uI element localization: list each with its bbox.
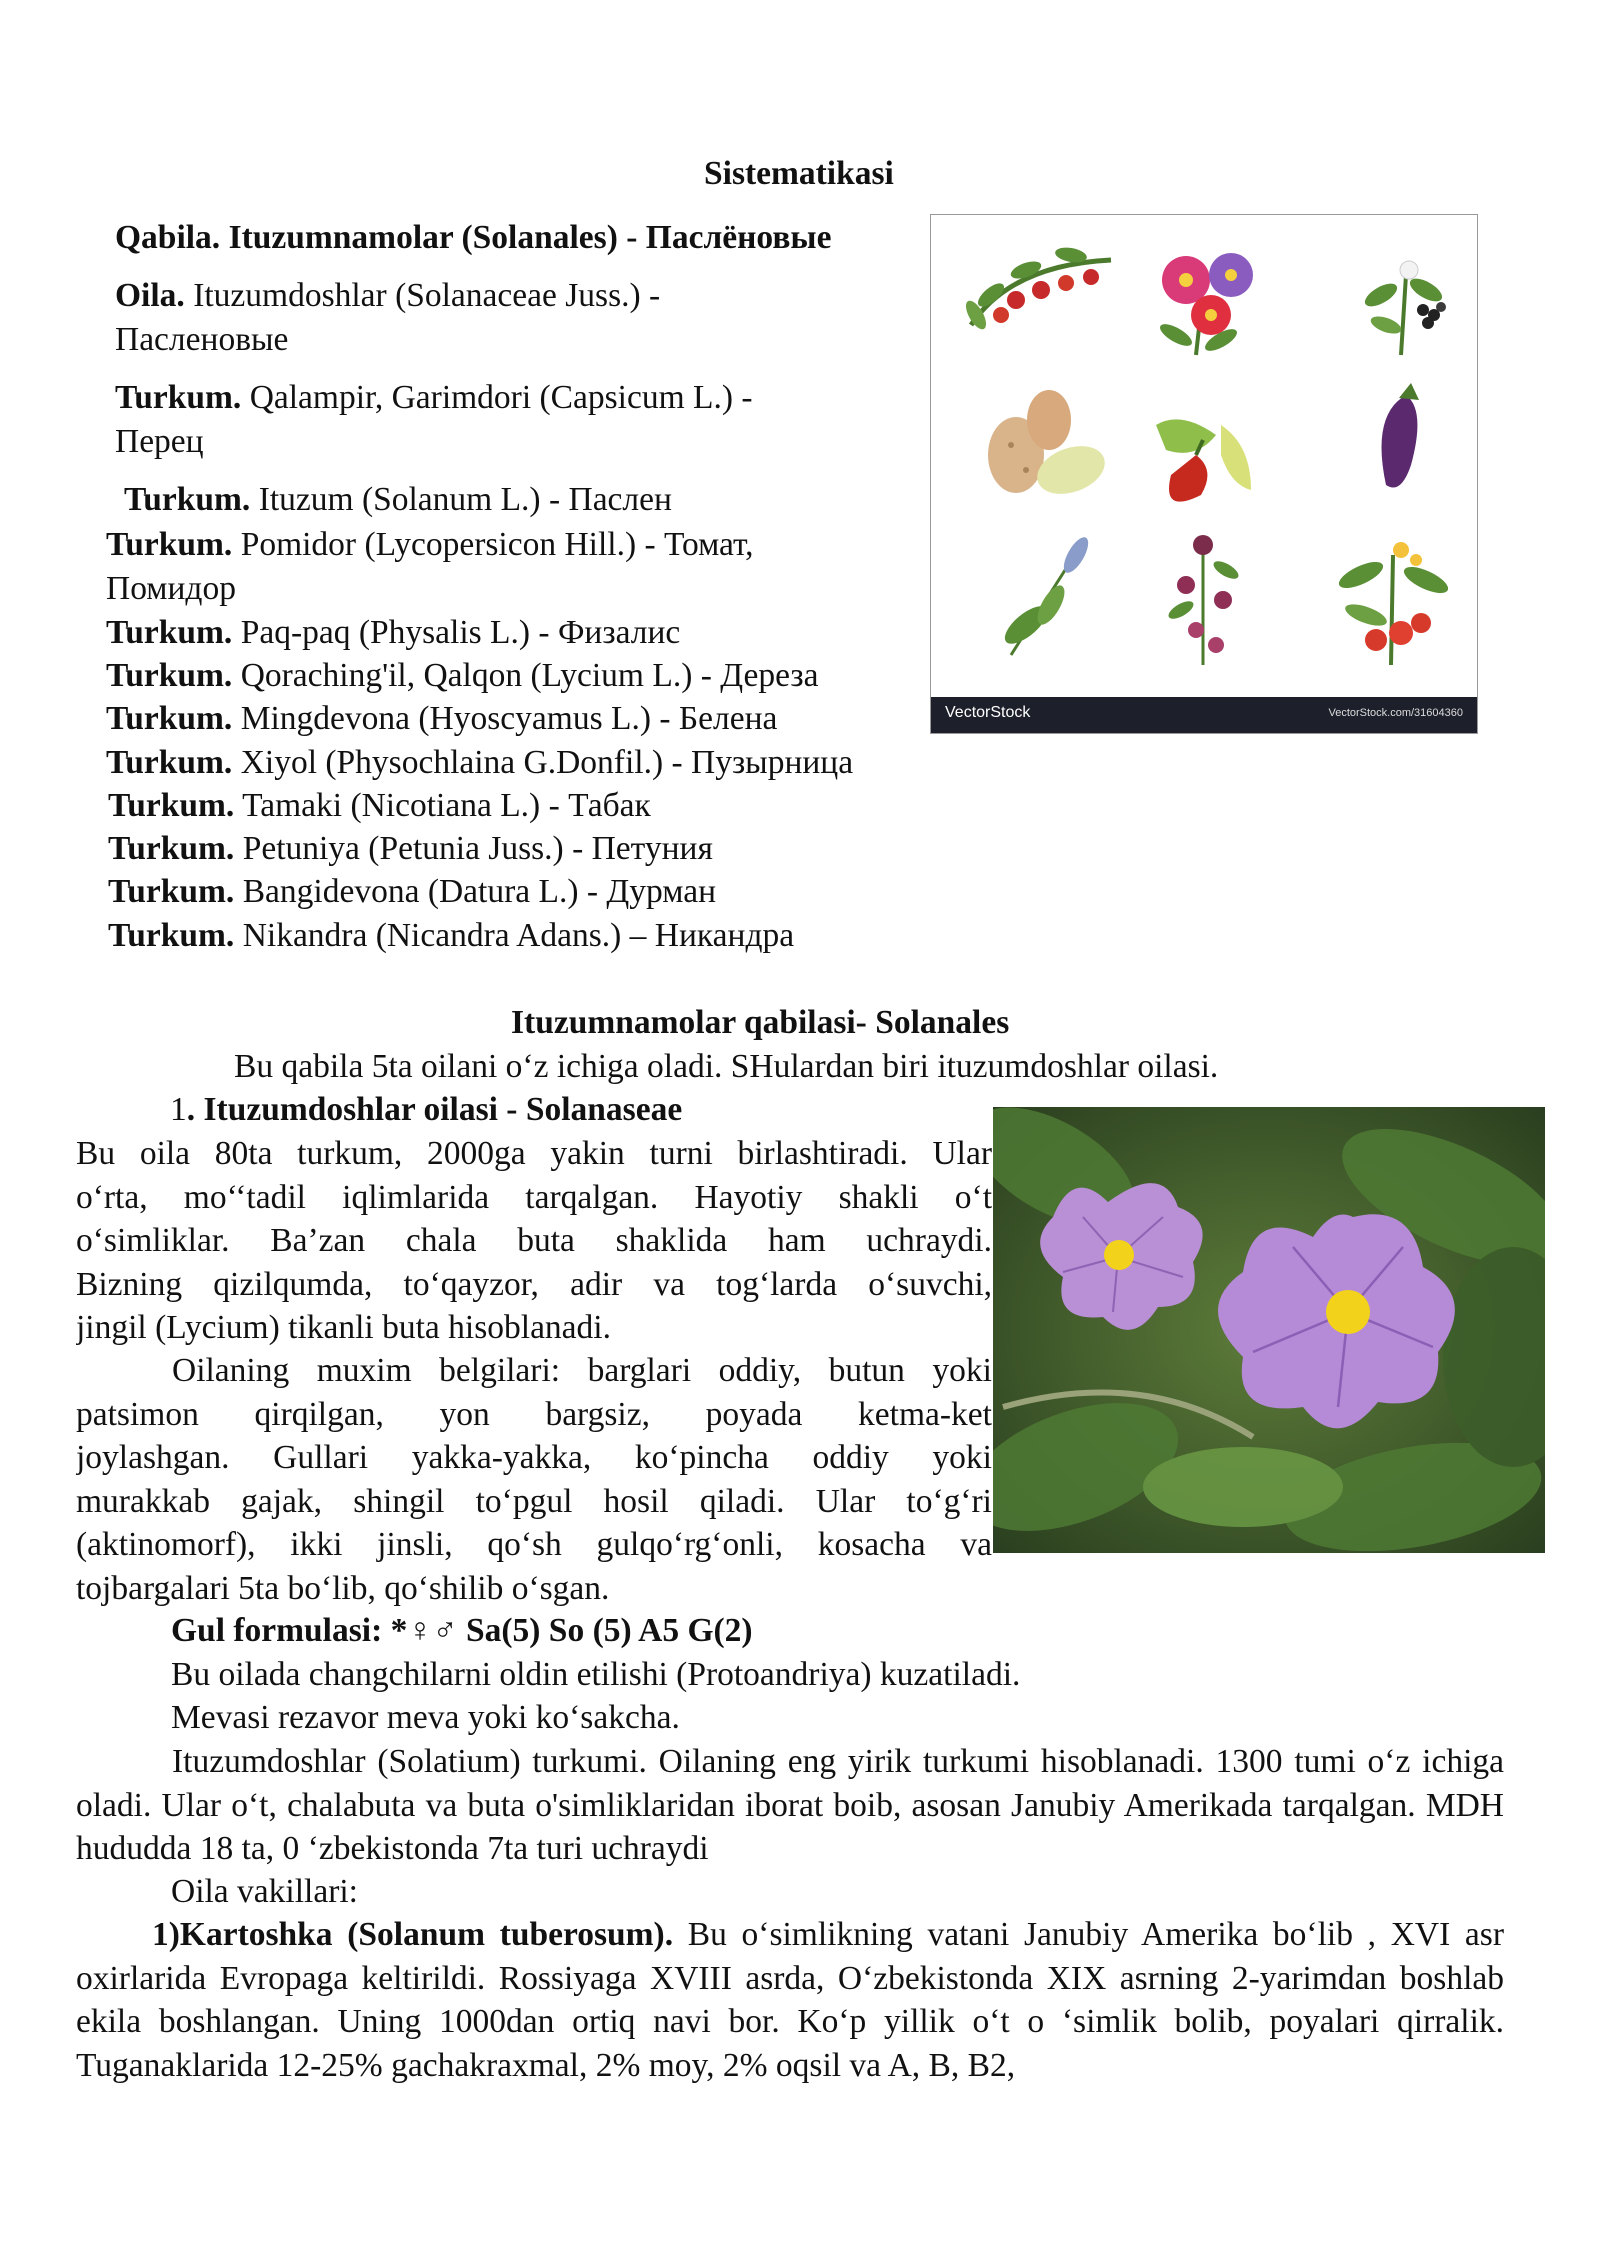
genus-text: Ituzumdoshlar (Solatium) turkumi. Oilaning eng yirik turkumi hisoblanadi. 1300 tumi o‘z ichiga oladi. Ular o‘t, chalabuta va buta o'simliklaridan iborat boib, asosan Janubiy Amerikada tarqalgan. MDH hududda 18 ta, 0 ‘zbekistonda 7ta turi uchraydi [76, 1743, 1504, 1867]
turkum-label: Turkum. [124, 481, 251, 518]
petunia-flowers-icon [1157, 253, 1253, 355]
paragraph-line: Oilaning muxim belgilari: barglari oddiy, butun yoki [172, 1352, 992, 1389]
genus-paragraph [76, 1740, 1504, 1871]
watermark-bar [931, 697, 1477, 733]
paragraph-line: patsimon qirqilgan, yon bargsiz, poyada ketma-ket [76, 1395, 992, 1433]
turkum-label: Turkum. [115, 379, 242, 416]
turkum-text: Tamaki (Nicotiana L.) - Табак [242, 787, 651, 824]
protoandry-line: Bu oilada changchilarni oldin etilishi (Protoandriya) kuzatiladi. [171, 1656, 1021, 1693]
tobacco-leaf-icon [999, 534, 1093, 655]
paragraph-line: Bizning qizilqumda, to‘qayzor, adir va tog‘larda o‘suvchi, [76, 1265, 992, 1303]
potato-text: Bu o‘simlikning vatani Janubiy Amerika bo‘lib , XVI asr oxirlarida Evropaga keltirildi. Rossiyaga XVIII asrda, O‘zbekistonda XIX asrning 2-yarimdan boshlab ekila boshlangan. Uning 1000dan ortiq navi bor. Ko‘p yillik o‘t o ‘simlik bolib, poyalari qirralik. Tuganaklarida 12-25% gachakraxmal, 2% moy, 2% oqsil va A, B, B2, [76, 1916, 1504, 2084]
turkum-physochlaina [106, 741, 853, 785]
solanaceae-illustration [930, 214, 1478, 734]
section-title: Ituzumnamolar qabilasi- Solanales [511, 1004, 1010, 1041]
paragraph-line: tojbargalari 5ta bo‘lib, qo‘shilib o‘sgan. [76, 1569, 610, 1607]
turkum-text: Mingdevona (Hyoscyamus L.) - Белена [240, 700, 778, 737]
turkum-nicotiana [108, 784, 651, 828]
turkum-capsicum [115, 376, 753, 420]
turkum-label: Turkum. [106, 744, 233, 781]
qabila-label: Qabila. [115, 219, 221, 256]
turkum-label: Turkum. [106, 700, 233, 737]
paragraph-line: o‘simliklar. Ba’zan chala buta shaklida ham uchraydi. [76, 1222, 992, 1259]
turkum-datura [108, 870, 716, 914]
tomato-plant-icon [1335, 542, 1451, 665]
turkum-text: Paq-paq (Physalis L.) - Физалис [240, 614, 681, 651]
oila-line [115, 274, 660, 318]
potato-text-block [76, 1913, 1504, 2087]
potato-title: 1)Kartoshka (Solanum tuberosum). [152, 1916, 674, 1953]
turkum-label: Turkum. [106, 657, 233, 694]
paragraph-line: o‘rta, mo‘‘tadil iqlimlarida tarqalgan. Hayotiy shakli o‘t [76, 1178, 992, 1216]
qabila-line [115, 216, 831, 260]
family-title: . Ituzumdoshlar oilasi - Solanaseae [186, 1091, 683, 1128]
para2-lines [76, 1349, 992, 1610]
datura-flower-icon [1166, 535, 1241, 665]
turkum-text: Bangidevona (Datura L.) - Дурман [242, 873, 717, 910]
watermark-left: VectorStock [945, 704, 1031, 721]
para1-lines [76, 1132, 992, 1350]
turkum-label: Turkum. [108, 787, 235, 824]
turkum-text: Nikandra (Nicandra Adans.) – Никандра [242, 917, 795, 954]
turkum-petunia [108, 827, 713, 871]
turkum-label: Turkum. [106, 526, 233, 563]
potato-paragraph [76, 1913, 1504, 2087]
turkum-label: Turkum. [106, 614, 233, 651]
turkum-text: Qalampir, Garimdori (Capsicum L.) - [249, 379, 753, 416]
representatives-line: Oila vakillari: [171, 1873, 358, 1910]
paragraph-line: jingil (Lycium) tikanli buta hisoblanadi. [76, 1309, 611, 1346]
watermark-right: VectorStock.com/31604360 [1328, 707, 1463, 719]
turkum-physalis [106, 611, 680, 655]
turkum-lycium [106, 654, 819, 698]
turkum-text: Ituzum (Solanum L.) - Паслен [258, 481, 672, 518]
paragraph-line: Bu oila 80ta turkum, 2000ga yakin turni birlashtiradi. Ular [76, 1135, 992, 1172]
family-description [76, 1132, 992, 1350]
family-features [76, 1349, 992, 1610]
turkum-label: Turkum. [108, 830, 235, 867]
pepper-icon [1156, 419, 1251, 501]
flower-formula: Gul formulasi: *♀♂ Sa(5) So (5) A5 G(2) [171, 1612, 753, 1649]
turkum-capsicum-2: Перец [115, 423, 204, 460]
turkum-hyoscyamus [106, 697, 777, 741]
solanum-flower-photo [993, 1107, 1545, 1553]
oila-text: Ituzumdoshlar (Solanaceae Juss.) - [193, 277, 661, 314]
turkum-solanum [124, 478, 672, 522]
oila-line-2: Пасленовые [115, 321, 289, 358]
oila-label: Oila. [115, 277, 185, 314]
turkum-text: Xiyol (Physochlaina G.Donfil.) - Пузырница [240, 744, 854, 781]
family-number: 1 [170, 1091, 187, 1128]
paragraph-line: joylashgan. Gullari yakka-yakka, ko‘pincha oddiy yoki [76, 1439, 992, 1476]
family-heading [170, 1088, 682, 1132]
turkum-label: Turkum. [108, 873, 235, 910]
tomato-branch-icon [962, 245, 1111, 332]
turkum-text: Pomidor (Lycopersicon Hill.) - Томат, [240, 526, 754, 563]
turkum-lycopersicon-2: Помидор [106, 570, 236, 607]
black-nightshade-icon [1361, 261, 1446, 355]
turkum-text: Qoraching'il, Qalqon (Lycium L.) - Дереза [240, 657, 819, 694]
section-intro: Bu qabila 5ta oilani o‘z ichiga oladi. SHulardan biri ituzumdoshlar oilasi. [234, 1048, 1219, 1085]
page-title: Sistematikasi [704, 155, 894, 192]
paragraph-line: (aktinomorf), ikki jinsli, qo‘sh gulqo‘rg‘onli, kosacha va [76, 1526, 992, 1563]
paragraph-line: murakkab gajak, shingil to‘pgul hosil qiladi. Ular to‘g‘ri [76, 1482, 992, 1520]
qabila-text: Ituzumnamolar (Solanales) - Паслёновые [228, 219, 832, 256]
potato-icon [988, 390, 1111, 503]
turkum-label: Turkum. [108, 917, 235, 954]
turkum-lycopersicon [106, 523, 754, 567]
turkum-nicandra [108, 914, 794, 958]
eggplant-icon [1382, 383, 1420, 488]
turkum-text: Petuniya (Petunia Juss.) - Петуния [242, 830, 713, 867]
fruit-line: Mevasi rezavor meva yoki ko‘sakcha. [171, 1699, 680, 1736]
